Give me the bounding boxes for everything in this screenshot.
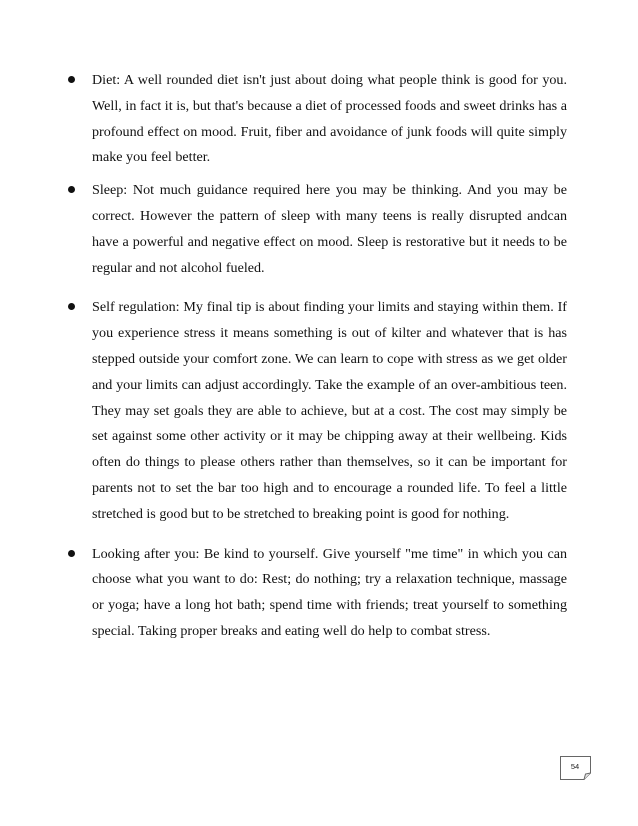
bullet-dot-icon	[68, 76, 75, 83]
bullet-text: Looking after you: Be kind to yourself. Give yourself "me time" in which you can choose what you want to do: Rest; do nothing; try a relaxation technique, massage or yoga; have a long hot bath; spend time with friends; treat yourself to something special. Taking proper breaks and eating well do help to combat stress.	[92, 545, 567, 639]
bullet-item-diet	[68, 68, 567, 171]
page-number: 54	[570, 762, 580, 771]
bullet-text: Diet: A well rounded diet isn't just about doing what people think is good for you. Well, in fact it is, but that's because a diet of processed foods and sweet drinks has a profound effect on mood. Fruit, fiber and avoidance of junk foods will quite simply make you feel better.	[92, 72, 567, 166]
bullet-dot-icon	[68, 550, 75, 557]
bullet-dot-icon	[68, 303, 75, 310]
bullet-item-self-regulation	[68, 295, 567, 527]
bullet-item-looking-after-you	[68, 542, 567, 645]
bullet-item-sleep	[68, 178, 567, 281]
bullet-text: Sleep: Not much guidance required here you may be thinking. And you may be correct. However the pattern of sleep with many teens is really disrupted andcan have a powerful and negative effect on mood. Sleep is restorative but it needs to be regular and not alcohol fueled.	[92, 182, 567, 276]
bullet-list	[68, 68, 567, 652]
bullet-text: Self regulation: My final tip is about finding your limits and staying within them. If you experience stress it means something is out of kilter and whatever that is has stepped outside your comfort zone. We can learn to cope with stress as we get older and your limits can adjust accordingly. Take the example of an over-ambitious teen. They may set goals they are able to achieve, but at a cost. The cost may simply be set against some other activity or it may be chipping away at their wellbeing. Kids often do things to please others rather than themselves, so it can be important for parents not to set the bar too high and to encourage a rounded life. To feel a little stretched is good but to be stretched to breaking point is good for nothing.	[92, 299, 567, 522]
bullet-dot-icon	[68, 186, 75, 193]
page-number-box	[560, 756, 592, 780]
